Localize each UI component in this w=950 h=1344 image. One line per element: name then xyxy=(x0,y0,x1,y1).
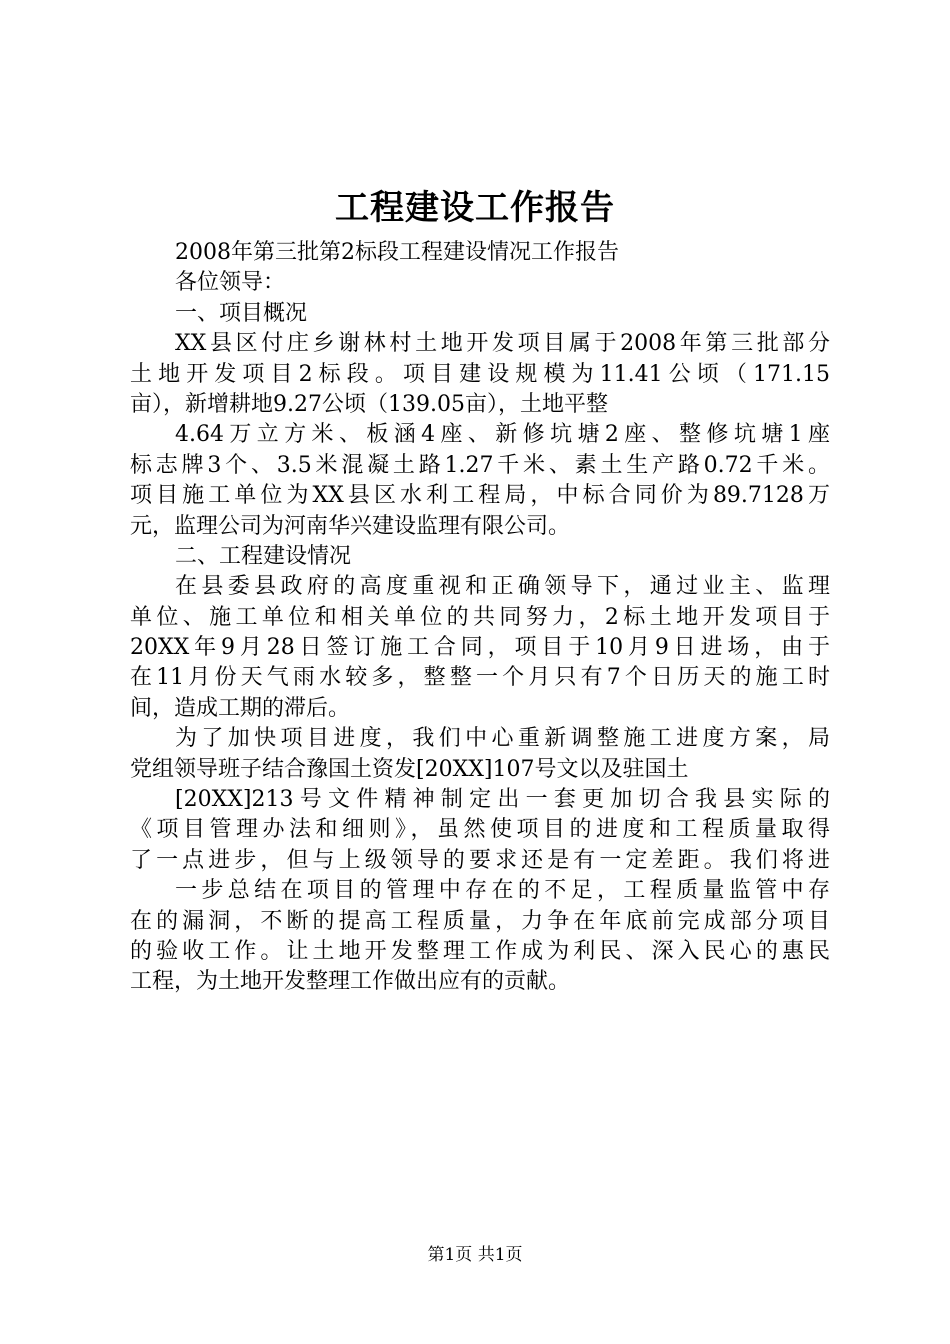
body-line: [20XX]213号文件精神制定出一套更加切合我县实际的 xyxy=(175,787,830,813)
body-line: 为了加快项目进度，我们中心重新调整施工进度方案，局 xyxy=(175,726,830,752)
body-line: 在县委县政府的高度重视和正确领导下，通过业主、监理 xyxy=(175,574,830,600)
body-line: 土地开发项目2标段。项目建设规模为11.41公顷（171.15 xyxy=(130,361,830,387)
body-line: 了一点进步，但与上级领导的要求还是有一定差距。我们将进 xyxy=(130,847,830,873)
body-line: 二、工程建设情况 xyxy=(175,543,352,569)
body-line: 在11月份天气雨水较多，整整一个月只有7个日历天的施工时 xyxy=(130,665,830,691)
body-line: 4.64万立方米、板涵4座、新修坑塘2座、整修坑塘1座 xyxy=(175,422,830,448)
body-line: 一、项目概况 xyxy=(175,300,308,326)
body-line: 工程，为土地开发整理工作做出应有的贡献。 xyxy=(130,969,571,995)
document-body xyxy=(130,238,830,998)
body-line: 亩），新增耕地9.27公顷（139.05亩），土地平整 xyxy=(130,391,608,417)
body-line: 在的漏洞，不断的提高工程质量，力争在年底前完成部分项目 xyxy=(130,908,830,934)
body-line: XX县区付庄乡谢林村土地开发项目属于2008年第三批部分 xyxy=(175,331,830,357)
body-line: 间，造成工期的滞后。 xyxy=(130,695,351,721)
body-line: 《项目管理办法和细则》，虽然使项目的进度和工程质量取得 xyxy=(130,817,830,843)
body-line: 2008年第三批第2标段工程建设情况工作报告 xyxy=(175,240,619,265)
body-line: 的验收工作。让土地开发整理工作成为利民、深入民心的惠民 xyxy=(130,938,830,964)
body-line: 单位、施工单位和相关单位的共同努力，2标土地开发项目于 xyxy=(130,604,830,630)
body-line: 元，监理公司为河南华兴建设监理有限公司。 xyxy=(130,513,571,539)
body-line: 项目施工单位为XX县区水利工程局，中标合同价为89.7128万 xyxy=(130,483,830,509)
body-line: 标志牌3个、3.5米混凝土路1.27千米、素土生产路0.72千米。 xyxy=(130,452,830,478)
body-line: 20XX年9月28日签订施工合同，项目于10月9日进场，由于 xyxy=(130,635,830,661)
body-line: 一步总结在项目的管理中存在的不足，工程质量监管中存 xyxy=(175,878,830,904)
document-title: 工程建设工作报告 xyxy=(335,188,615,228)
body-line: 党组领导班子结合豫国土资发[20XX]107号文以及驻国土 xyxy=(130,756,689,782)
body-line: 各位领导： xyxy=(175,270,286,296)
page-footer: 第1页 共1页 xyxy=(427,1245,523,1265)
